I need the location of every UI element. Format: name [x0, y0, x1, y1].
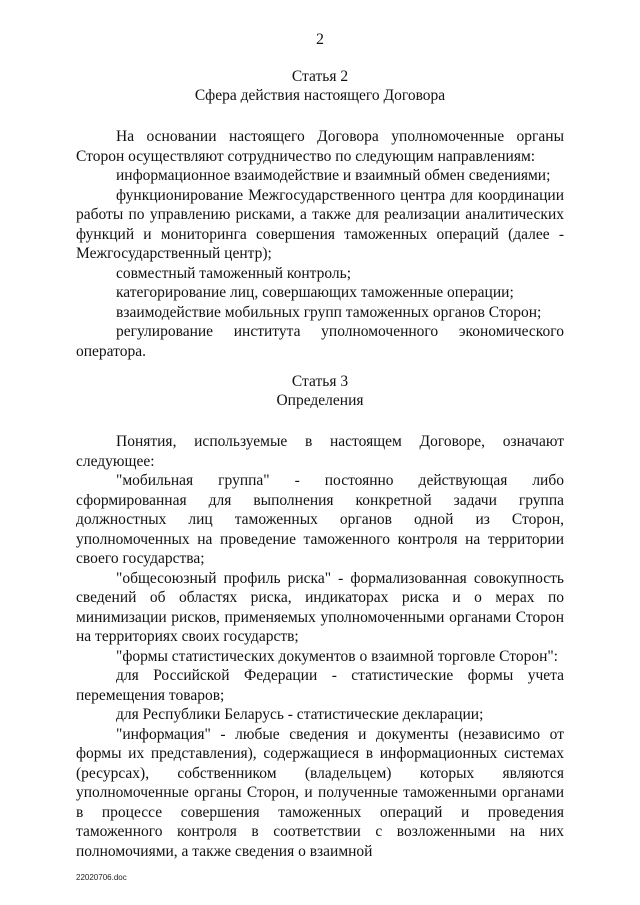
paragraph: для Республики Беларусь - статистические декларации;	[116, 706, 484, 723]
article-2-heading: Статья 2	[291, 68, 349, 85]
paragraph: "информация" - любые сведения и документы (независимо от формы их представления), содержащиеся в информационных системах (ресурсах), собственником (владельцем) которых являются уполномоченные органы Сторон, и полученные таможенными органами в процессе совершения таможенных операций и проведения таможенного контроля в соответствии с возложенными на них полномочиями, а также сведения о взаимной	[76, 725, 564, 860]
paragraph: категорирование лиц, совершающих таможенные операции;	[116, 284, 514, 301]
paragraph: взаимодействие мобильных групп таможенных органов Сторон;	[116, 303, 542, 321]
article-3-heading-block	[76, 372, 564, 410]
paragraph: информационное взаимодействие и взаимный обмен сведениями;	[116, 167, 551, 184]
article-2-subtitle: Сфера действия настоящего Договора	[194, 87, 446, 104]
paragraph: для Российской Федерации - статистические формы учета перемещения товаров;	[76, 667, 564, 704]
paragraph: "общесоюзный профиль риска" - формализованная совокупность сведений об областях риска, индикаторах риска и о мерах по минимизации рисков, применяемых уполномоченными органами Сторон на территориях своих государств;	[76, 569, 564, 645]
spacer	[76, 410, 564, 432]
article-2-heading-block	[76, 67, 564, 105]
paragraph: "формы статистических документов о взаимной торговле Сторон":	[116, 647, 558, 665]
article-2-section	[76, 67, 564, 361]
paragraph: регулирование института уполномоченного экономического оператора.	[76, 323, 564, 360]
article-3-subtitle: Определения	[276, 392, 364, 409]
article-3-heading: Статья 3	[291, 373, 349, 390]
paragraph: На основании настоящего Договора уполномоченные органы Сторон осуществляют сотрудничество по следующим направлениям:	[76, 128, 564, 165]
paragraph: "мобильная группа" - постоянно действующая либо сформированная для выполнения конкретной задачи группа должностных лиц таможенных органов одной из Сторон, уполномоченных на проведение таможенного контроля на территории своего государства;	[76, 472, 564, 567]
page-number: 2	[316, 31, 324, 48]
paragraph: совместный таможенный контроль;	[116, 264, 352, 282]
article-3-section	[76, 372, 564, 861]
paragraph: Понятия, используемые в настоящем Договоре, означают следующее:	[76, 433, 564, 470]
paragraph: функционирование Межгосударственного центра для координации работы по управлению рисками, а также для реализации аналитических функций и мониторинга совершения таможенных операций (далее - Межгосударственный центр);	[76, 186, 564, 262]
spacer	[76, 105, 564, 127]
footer-file-name: 22020706.doc	[76, 873, 127, 882]
